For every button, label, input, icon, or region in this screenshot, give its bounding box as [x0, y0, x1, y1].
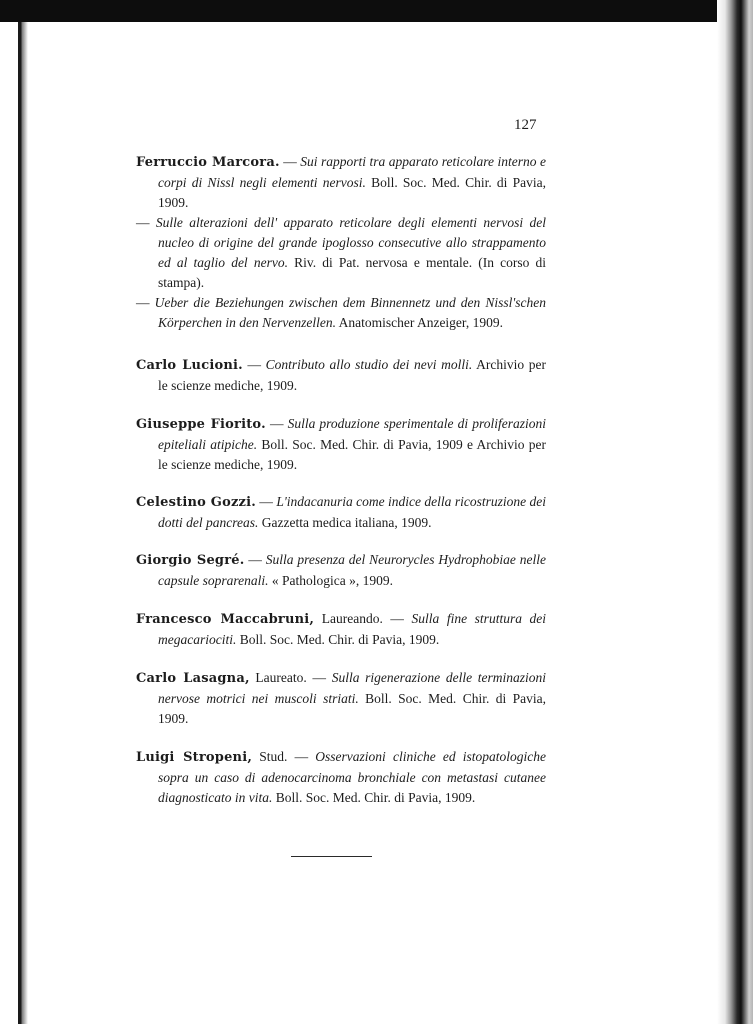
entry-line [136, 492, 546, 533]
author-name: Giorgio Segré. [136, 553, 245, 568]
article-title: Sulla fine struttura dei megacariociti. [158, 611, 547, 647]
author-name: Giuseppe Fiorito. [136, 417, 266, 432]
entry-line [136, 355, 546, 396]
bibliography-entry [136, 550, 546, 591]
bibliography-entry [136, 609, 546, 650]
article-title: Sulla rigenerazione delle terminazioni nervose motrici nei muscoli striati. [158, 670, 547, 706]
bibliography-entry [136, 414, 546, 475]
publication-source: « Pathologica », 1909. [271, 573, 393, 588]
entry-dash: — [136, 295, 150, 310]
article-title: Sulla produzione sperimentale di proliferazioni epiteliali atipiche. [158, 416, 547, 452]
author-name: Carlo Lasagna, [136, 671, 250, 686]
article-title: Sulla presenza del Neurorycles Hydrophobiae nelle capsule soprarenali. [158, 552, 547, 588]
article-title: Sulle alterazioni dell' apparato reticolare degli elementi nervosi del nucleo di origine del grande ipoglosso consecutive allo strappamento ed al taglio del nervo. [155, 215, 546, 270]
author-name: Celestino Gozzi. [136, 495, 256, 510]
article-title: L'indacanuria come indice della ricostruzione dei dotti del pancreas. [158, 494, 546, 530]
entry-dash: — [247, 357, 261, 372]
author-role: Stud. [259, 749, 288, 764]
entry-line [136, 213, 546, 293]
entry-dash: — [248, 552, 262, 567]
bibliography-entry [136, 668, 546, 729]
entry-line [136, 747, 546, 808]
author-name: Francesco Maccabruni, [136, 612, 315, 627]
publication-source: Gazzetta medica italiana, 1909. [261, 515, 432, 530]
author-role: Laureato. [255, 670, 307, 685]
publication-source: Boll. Soc. Med. Chir. di Pavia, 1909. [158, 175, 546, 210]
publication-source: Boll. Soc. Med. Chir. di Pavia, 1909. [275, 790, 476, 805]
entry-line [136, 293, 546, 333]
entry-dash: — [283, 154, 297, 169]
article-title: Sui rapporti tra apparato reticolare interno e corpi di Nissl negli elementi nervosi. [158, 154, 547, 190]
author-role: Laureando. [321, 611, 383, 626]
article-title: Ueber die Beziehungen zwischen dem Binnennetz und den Nissl'schen Körperchen in den Nervenzellen. [154, 295, 546, 330]
publication-source: Boll. Soc. Med. Chir. di Pavia, 1909. [239, 632, 440, 647]
entry-line [136, 609, 546, 650]
entry-line [136, 414, 546, 475]
publication-source: Riv. di Pat. nervosa e mentale. (In corso di stampa). [158, 255, 546, 290]
bibliography-entry [136, 492, 546, 533]
author-name: Carlo Lucioni. [136, 358, 243, 373]
bibliography-entry [136, 152, 546, 333]
scan-left-border [18, 22, 28, 1024]
publication-source: Boll. Soc. Med. Chir. di Pavia, 1909. [158, 691, 547, 726]
entry-dash: — [312, 670, 326, 685]
author-name: Luigi Stropeni, [136, 750, 253, 765]
entry-line [136, 668, 546, 729]
entry-line [136, 152, 546, 213]
bibliography-entry [136, 747, 546, 808]
entry-dash: — [390, 611, 404, 626]
section-end-rule [291, 856, 372, 857]
entry-dash: — [294, 749, 309, 764]
book-spine-edge [717, 0, 753, 1024]
entry-line [136, 550, 546, 591]
publication-source: Archivio per le scienze mediche, 1909. [158, 357, 546, 393]
bibliography-entry [136, 355, 546, 396]
entry-dash: — [136, 215, 150, 230]
publication-source: Boll. Soc. Med. Chir. di Pavia, 1909 e Archivio per le scienze mediche, 1909. [158, 437, 546, 472]
article-title: Contributo allo studio dei nevi molli. [265, 357, 473, 372]
article-title: Osservazioni cliniche ed istopatologiche sopra un caso di adenocarcinoma bronchiale con metastasi cutanee diagnosticato in vita. [158, 749, 547, 805]
entry-dash: — [259, 494, 273, 509]
page-number: 127 [514, 117, 537, 133]
author-name: Ferruccio Marcora. [136, 155, 280, 170]
publication-source: Anatomischer Anzeiger, 1909. [338, 315, 504, 330]
entry-dash: — [269, 416, 284, 431]
scan-top-border [0, 0, 753, 22]
